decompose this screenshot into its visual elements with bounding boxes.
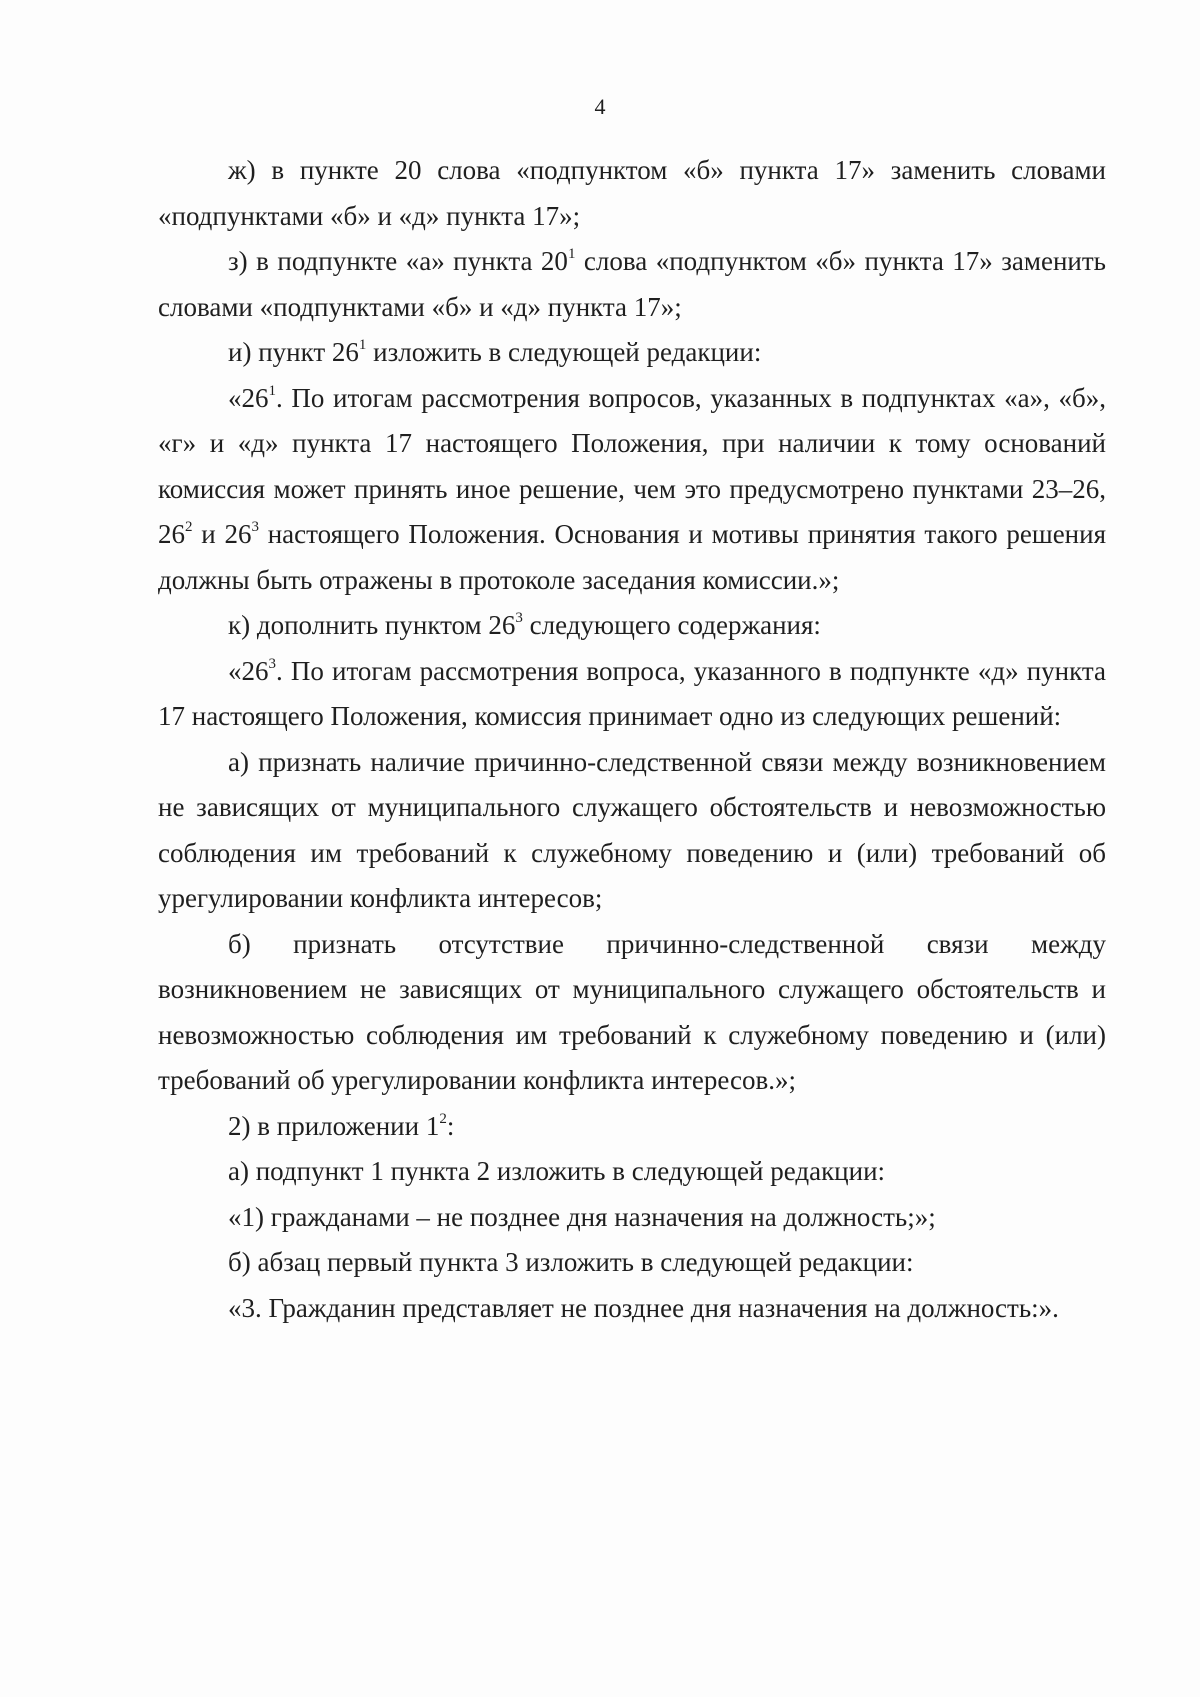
paragraph-i: и) пункт $26^1$ изложить в следующей редакции: (228, 337, 762, 367)
paragraph-q3: «3. Гражданин представляет не позднее дня назначения на должность:». (228, 1292, 1059, 1323)
superscript: 3 (268, 655, 276, 672)
page-number: 4 (594, 94, 606, 119)
paragraph-b1: б) признать отсутствие причинно-следственной связи между возникновением не зависящих от муниципального служащего обстоятельств и невозможностью соблюдения им требований к служебному поведению и (или) требований об урегулировании конфликта интересов.»; (158, 928, 1106, 1095)
superscript: 3 (515, 610, 523, 626)
paragraph-b2: б) абзац первый пункта 3 изложить в следующей редакции: (228, 1247, 914, 1277)
document-body (158, 148, 1106, 1331)
paragraph-a1: а) признать наличие причинно-следственной связи между возникновением не зависящих от муниципального служащего обстоятельств и невозможностью соблюдения им требований к служебному поведению и (или) требований об урегулировании конфликта интересов; (158, 746, 1106, 913)
superscript: 1 (358, 337, 367, 353)
paragraph-n2: 2) в приложении $1^2$: (228, 1110, 455, 1141)
superscript: 2 (185, 519, 193, 535)
superscript: 3 (251, 519, 259, 535)
paragraph-q1: «1) гражданами – не позднее дня назначения на должность;»; (228, 1201, 936, 1232)
superscript: 1 (567, 246, 576, 262)
paragraph-p26-3: «$26^3$. По итогам рассмотрения вопроса, указанного в подпункте «д» пункта 17 настоящего Положения, комиссия принимает одно из следующих решений: (158, 655, 1106, 731)
superscript: 1 (268, 382, 276, 399)
paragraph-a2: а) подпункт 1 пункта 2 изложить в следующей редакции: (228, 1156, 886, 1186)
paragraph-z: з) в подпункте «а» пункта $20^1$ слова «подпунктом «б» пункта 17» заменить словами «подпунктами «б» и «д» пункта 17»; (158, 246, 1106, 322)
paragraph-p26-1: «$26^1$. По итогам рассмотрения вопросов, указанных в подпунктах «а», «б», «г» и «д» пункта 17 настоящего Положения, при наличии к тому оснований комиссия может принять иное решение, чем это предусмотрено пунктами 23–26, $26^2$ и $26^3$ настоящего Положения. Основания и мотивы принятия такого решения должны быть отражены в протоколе заседания комиссии.»; (158, 382, 1106, 595)
paragraph-zh: ж) в пункте 20 слова «подпунктом «б» пункта 17» заменить словами «подпунктами «б» и «д» пункта 17»; (158, 155, 1106, 231)
paragraph-k: к) дополнить пунктом $26^3$ следующего содержания: (228, 610, 821, 640)
superscript: 2 (439, 1110, 447, 1127)
